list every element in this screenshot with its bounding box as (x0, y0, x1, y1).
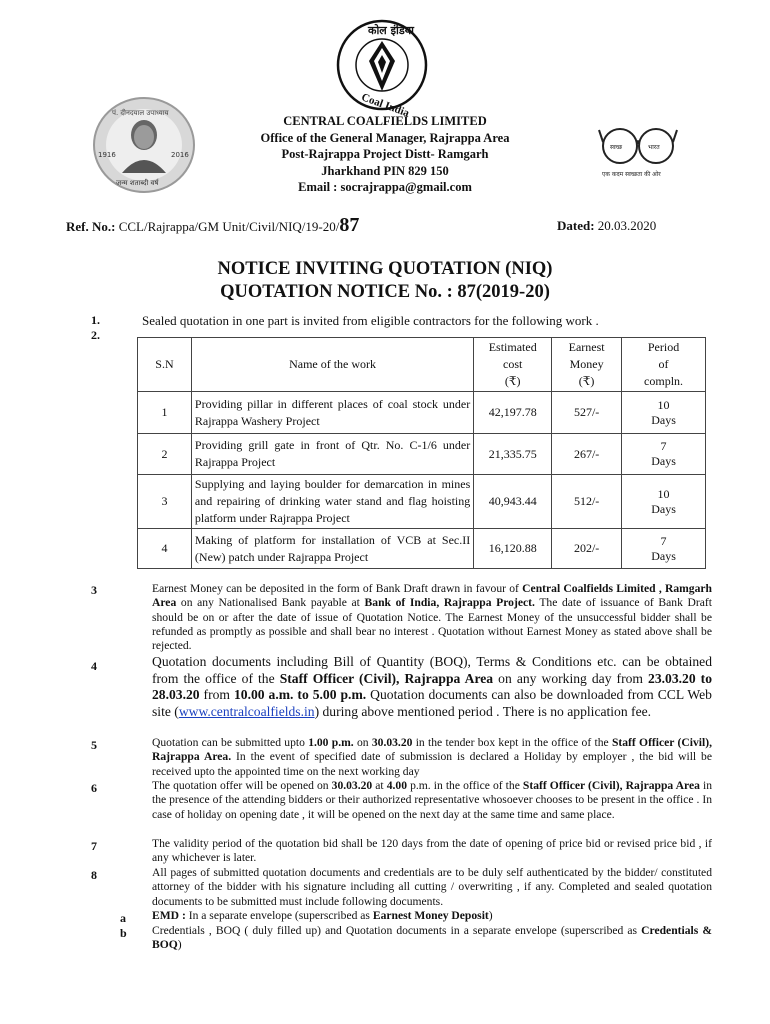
para-submission: Quotation can be submitted upto 1.00 p.m. on 30.03.20 in the tender box kept in the office of the Staff Officer (Civil), Rajrappa Area. In the event of specified date of submission is declared a Holiday by employer , the bid will be received upto the appointed time on the next working day (152, 736, 713, 778)
para-authentication: All pages of submitted quotation documents and credentials are to be duly self authenticated by the bidder/ constituted attorney of the bidder with his signature including all cutting / overwriting , if any. Completed and sealed quotation documents to be submitted must include following documents. (152, 866, 712, 908)
svg-text:एक कदम स्वच्छता की ओर: एक कदम स्वच्छता की ओर (602, 171, 661, 178)
row-money: 202/- (552, 529, 622, 569)
row-period: 10 Days (622, 475, 706, 529)
svg-text:पं. दीनदयाल उपाध्याय: पं. दीनदयाल उपाध्याय (112, 109, 169, 117)
ccl-website-link[interactable]: www.centralcoalfields.in (178, 703, 315, 719)
sub-item-credentials: Credentials , BOQ ( duly filled up) and Quotation documents in a separate envelope (superscribed as Credentials & BOQ) (152, 924, 712, 952)
row-period: 10 Days (622, 392, 706, 434)
sub-item-label: a (120, 911, 126, 925)
office-name: Office of the General Manager, Rajrappa Area (260, 130, 510, 145)
post-address: Post-Rajrappa Project Distt- Ramgarh (281, 147, 489, 162)
row-money: 267/- (552, 434, 622, 475)
swachh-bharat-logo (598, 122, 678, 180)
para-documents: Quotation documents including Bill of Quantity (BOQ), Terms & Conditions etc. can be obtained from the office of the Staff Officer (Civil), Rajrappa Area on any working day from 23.03.20 to 28.03.20 from 10.00 a.m. to 5.00 p.m. Quotation documents can also be downloaded from CCL Web site (www.centralcoalfields.in) during above mentioned period . There is no application fee. (152, 654, 712, 719)
header-cost: Estimated cost (₹) (474, 338, 552, 392)
table-row (138, 529, 706, 569)
letterhead (200, 113, 570, 196)
centenary-emblem-logo (90, 95, 198, 195)
item-number: 1. (91, 313, 100, 327)
table-row (138, 392, 706, 434)
works-table (137, 337, 706, 569)
row-cost: 42,197.78 (474, 392, 552, 434)
para-earnest-money: Earnest Money can be deposited in the form of Bank Draft drawn in favour of Central Coalfields Limited , Ramgarh Area on any Nationalised Bank payable at Bank of India, Rajrappa Project. The date of issuance of Bank Draft should be on or after the date of issue of Quotation Notice. The Earnest Money of the unsuccessful bidder shall be refunded as promptly as possible and shall bear no interest . Quotation without Earnest Money as stated above shall be rejected. (152, 582, 712, 653)
para-number: 6 (91, 781, 97, 795)
row-name: Supplying and laying boulder for demarcation in mines and repairing of drinking water stand and flag hoisting platform under Rajrappa Project (191, 475, 473, 529)
row-cost: 21,335.75 (474, 434, 552, 475)
para-number: 4 (91, 659, 97, 673)
intro-text: Sealed quotation in one part is invited from eligible contractors for the following work . (142, 313, 599, 328)
table-row (138, 475, 706, 529)
svg-text:Coal India: Coal India (359, 91, 411, 120)
svg-text:भारत: भारत (648, 144, 660, 151)
para-number: 8 (91, 868, 97, 882)
header-period: Period of compln. (622, 338, 706, 392)
sub-item-label: b (120, 926, 127, 940)
table-header-row (138, 338, 706, 392)
svg-text:कोल इंडिया: कोल इंडिया (368, 24, 414, 37)
ref-label: Ref. No.: (66, 219, 116, 234)
header-name: Name of the work (191, 338, 473, 392)
row-money: 512/- (552, 475, 622, 529)
row-cost: 40,943.44 (474, 475, 552, 529)
ref-number: 87 (339, 214, 360, 236)
row-sn: 1 (138, 392, 192, 434)
pin-code: Jharkhand PIN 829 150 (321, 163, 449, 178)
row-sn: 3 (138, 475, 192, 529)
svg-text:2016: 2016 (171, 151, 189, 159)
para-number: 5 (91, 738, 97, 752)
header-money: Earnest Money (₹) (552, 338, 622, 392)
notice-number: QUOTATION NOTICE No. : 87(2019-20) (220, 282, 550, 302)
row-cost: 16,120.88 (474, 529, 552, 569)
company-name: CENTRAL COALFIELDS LIMITED (283, 114, 487, 128)
email-address: Email : socrajrappa@gmail.com (298, 180, 472, 195)
para-number: 3 (91, 583, 97, 597)
table-row (138, 434, 706, 475)
svg-text:1916: 1916 (98, 151, 116, 159)
row-period: 7 Days (622, 529, 706, 569)
ref-value: CCL/Rajrappa/GM Unit/Civil/NIQ/19-20/ (118, 219, 340, 234)
row-sn: 2 (138, 434, 192, 475)
para-number: 7 (91, 839, 97, 853)
svg-text:स्वच्छ: स्वच्छ (610, 144, 623, 151)
row-name: Providing grill gate in front of Qtr. No. C-1/6 under Rajrappa Project (191, 434, 473, 475)
row-sn: 4 (138, 529, 192, 569)
para-validity: The validity period of the quotation bid shall be 120 days from the date of opening of price bid or revised price bid , if any whichever is later. (152, 837, 712, 865)
row-name: Making of platform for installation of VCB at Sec.II (New) patch under Rajrappa Project (191, 529, 473, 569)
reference-line (66, 214, 359, 237)
row-money: 527/- (552, 392, 622, 434)
dated-value: 20.03.2020 (597, 218, 657, 233)
header-sn: S.N (138, 338, 192, 392)
svg-text:जन्म शताब्दी वर्ष: जन्म शताब्दी वर्ष (116, 179, 159, 187)
para-opening: The quotation offer will be opened on 30.03.20 at 4.00 p.m. in the office of the Staff Officer (Civil), Rajrappa Area in the presence of the attending bidders or their authorized representative whosoever chooses to be present in the office . In case of holiday on opening date , it will be opened on the next day at the same time and same place. (152, 779, 713, 821)
dated-label: Dated: (557, 218, 595, 233)
row-name: Providing pillar in different places of coal stock under Rajrappa Washery Project (191, 392, 473, 434)
date-line (557, 218, 656, 234)
sub-item-emd: EMD : In a separate envelope (superscribed as Earnest Money Deposit) (152, 909, 493, 922)
coal-india-logo (335, 15, 430, 120)
item-number: 2. (91, 328, 100, 342)
notice-title: NOTICE INVITING QUOTATION (NIQ) (217, 259, 553, 279)
row-period: 7 Days (622, 434, 706, 475)
